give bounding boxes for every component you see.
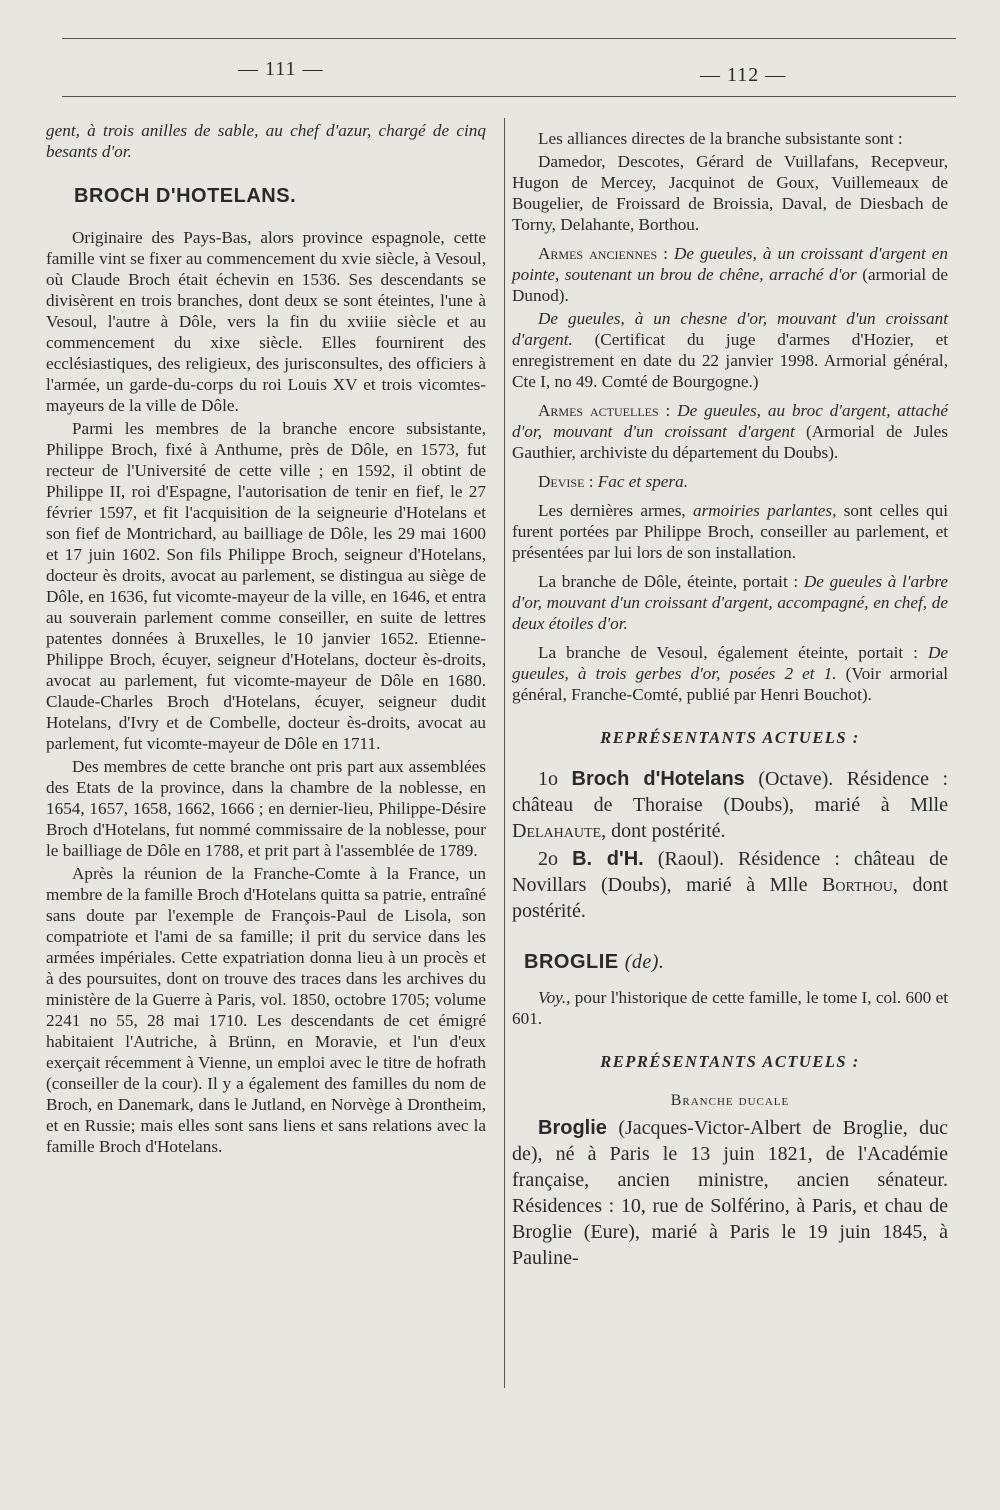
top-rule (62, 38, 956, 39)
armes-anciennes (512, 243, 948, 306)
dole-text: La branche de Dôle, éteinte, portait : (538, 572, 799, 591)
armes-actuelles (512, 400, 948, 463)
rep1-number: 1o (538, 768, 558, 790)
rep2-end: dont postérité. (512, 874, 949, 922)
right-column (512, 128, 948, 1271)
column-divider (504, 118, 505, 1388)
armes-actuelles-source: (Armorial de Jules Gauthier, archiviste du département du Doubs). (512, 422, 948, 462)
dernieres-italic: armoiries parlantes, (693, 501, 837, 520)
branche-ducale: Branche ducale (670, 1092, 790, 1109)
header-rule (62, 96, 956, 97)
paragraph-assemblies: Des membres de cette branche ont pris part aux assemblées des Etats de la province, dans la chambre de la noblesse, en 1654, 1657, 1658, 1662, 1666 ; en dernier-lieu, Philippe-Désire Broch d'Hotelans, fut nommé commissaire de la noblesse, pour le bailliage de Dôle en 1788, et prit part à l'assemblée de 1789. (46, 757, 486, 860)
branche-vesoul (512, 642, 948, 705)
armes-alternative (512, 308, 948, 392)
alliances-list: Damedor, Descotes, Gérard de Vuillafans, Recepveur, Hugon de Mercey, Jacquinot de Goux, Vuillemeaux de Bougelier, de Froissard de Broissia, Daval, de Diesbach de Torny, Delahante, Borthou. (512, 152, 948, 234)
intro-blazon: gent, à trois anilles de sable, au chef d'azur, chargé de cinq besants d'or. (46, 121, 486, 161)
broglie-heading-text: BROGLIE (524, 951, 619, 973)
voy-paragraph (512, 987, 948, 1029)
broglie-text: (Jacques-Victor-Albert de Broglie, duc de), né à Paris le 13 juin 1821, de l'Académie française, ancien ministre, ancien sénateur. Résidences : 10, rue de Solférino, à Paris, et chau de Broglie (Eure), marié à Paris le 19 juin 1845, à Pauline- (512, 1117, 949, 1269)
representant-2 (512, 846, 948, 924)
representants-heading-2: REPRÉSENTANTS ACTUELS : (600, 1052, 860, 1071)
armes-alt-blazon: De gueules, à un chesne d'or, mouvant d'un croissant d'argent. (512, 309, 948, 349)
armes-actuelles-label: Armes actuelles : (538, 401, 671, 420)
rep1-text: (Octave). Résidence : château de Thoraise (Doubs), marié à Mlle (512, 768, 949, 816)
devise-label: Devise : (538, 472, 594, 491)
devise (512, 471, 948, 492)
armes-actuelles-blazon: De gueules, au broc d'argent, attaché d'or, mouvant d'un croissant d'argent (512, 401, 949, 441)
broglie-name: Broglie (538, 1117, 607, 1139)
paragraph-emigration: Après la réunion de la Franche-Comte à la France, un membre de la famille Broch d'Hotelans quitta sa patrie, entraîné sans doute par l'exemple de François-Paul de Lisola, son compatriote et l'ami de sa famille; il prit du service dans les armées impériales. Cette expatriation donna lieu à un procès et à des poursuites, dont on trouve des traces dans les archives du ministère de la Guerre à Paris, vol. 1850, octobre 1705; volume 2241 no 55, 28 mai 1710. Les descendants de cet émigré habitaient l'Autriche, à Brünn, en Moravie, et l'un d'eux exerçait récemment à Vienne, un emploi avec le titre de hofrath (conseiller de la cour). Il y a également des familles du nom de Broch, en Danemark, dans le Jutland, en Norvège à Drontheim, et en Russie; mais elles sont sans liens et sans relations avec la famille Broch d'Hotelans. (46, 864, 486, 1156)
left-column (46, 120, 486, 1157)
armes-alt-source: (Certificat du juge d'armes d'Hozier, et enregistrement en date du 22 janvier 1998. Armorial général, Cte I, no 49. Comté de Bourgogne.) (512, 330, 948, 391)
dole-blazon: De gueules à l'arbre d'or, mouvant d'un croissant d'argent, accompagné, en chef, de deux étoiles d'or. (512, 572, 948, 633)
paragraph-origins: Originaire des Pays-Bas, alors province espagnole, cette famille vint se fixer au commencement du xvie siècle, à Vesoul, où Claude Broch était échevin en 1536. Ses descendants se divisèrent en trois branches, dont deux se sont éteintes, l'une à Vesoul, l'autre à Dôle, vers la fin du xviiie siècle et au commencement du xixe siècle. Elles fournirent des ecclésiastiques, des religieux, des jurisconsultes, des officiers à l'armée, un garde-du-corps du roi Louis XV et trois vicomtes-mayeurs de la ville de Dôle. (46, 228, 486, 415)
representants-heading-1: REPRÉSENTANTS ACTUELS : (600, 728, 860, 747)
rep2-text: (Raoul). Résidence : château de Novillars (Doubs), marié à Mlle (512, 848, 949, 896)
representant-1 (512, 766, 948, 844)
dernieres-text-2: sont celles qui furent portées par Philippe Broch, conseiller au parlement, et présentées par lui lors de son installation. (512, 501, 949, 562)
paragraph-members: Parmi les membres de la branche encore subsistante, Philippe Broch, fixé à Anthume, près de Dôle, en 1573, fut recteur de l'Université de cette ville ; en 1592, il obtint de Philippe II, roi d'Espagne, l'autorisation de tenir en fief, le 27 février 1597, et fit l'acquisition de la seigneurie d'Hotelans et son fief de Montrichard, au bailliage de Dôle, les 29 mai 1600 et 17 juin 1602. Son fils Philippe Broch, seigneur d'Hotelans, docteur ès droits, avocat au parlement, se distingua au siège de Dôle, en 1636, fut vicomte-mayeur de la ville, en 1646, et entra au souverain parlement comme conseiller, en suite de lettres patentes données à Bruxelles, le 10 janvier 1652. Etienne-Philippe Broch, écuyer, seigneur d'Hotelans, docteur ès-droits, avocat au parlement, fut vicomte-mayeur de Dôle en 1680. Claude-Charles Broch d'Hotelans, écuyer, seigneur dudit Hotelans, d'Ivry et de Combelle, docteur ès-droits, avocat au parlement, fut vicomte-mayeur de Dôle en 1711. (46, 419, 486, 753)
voy-text: pour l'historique de cette famille, le tome I, col. 600 et 601. (512, 988, 948, 1028)
rep2-name: B. d'H. (572, 848, 644, 870)
branche-dole (512, 571, 948, 634)
armes-anciennes-label: Armes anciennes : (538, 244, 668, 263)
devise-text: Fac et spera. (597, 472, 688, 491)
left-page-number: — 111 — (238, 58, 324, 80)
broglie-heading-particle: (de). (624, 951, 665, 973)
armes-anciennes-source: (armorial de Dunod). (512, 265, 948, 305)
vesoul-source: (Voir armorial général, Franche-Comté, publié par Henri Bouchot). (512, 664, 949, 704)
armes-anciennes-blazon: De gueules, à un croissant d'argent en pointe, soutenant un brou de chêne, arraché d'or (512, 244, 948, 284)
right-page-number: — 112 — (700, 64, 787, 86)
alliances-intro: Les alliances directes de la branche subsistante sont : (538, 129, 903, 148)
voy-label: Voy., (538, 988, 571, 1007)
vesoul-text: La branche de Vesoul, également éteinte, portait : (538, 643, 918, 662)
dernieres-text-1: Les dernières armes, (538, 501, 686, 520)
section-heading-broglie (524, 952, 948, 973)
broglie-entry (512, 1115, 948, 1271)
rep1-spouse: Delahaute, (512, 820, 607, 842)
rep2-spouse: Borthou, (822, 874, 898, 896)
vesoul-blazon: De gueules, à trois gerbes d'or, posées 2 et 1. (512, 643, 948, 683)
rep1-name: Broch d'Hotelans (571, 768, 745, 790)
rep2-number: 2o (538, 848, 558, 870)
section-heading-broch: BROCH D'HOTELANS. (74, 185, 297, 207)
dernieres-armes (512, 500, 948, 563)
rep1-end: dont postérité. (611, 820, 726, 842)
